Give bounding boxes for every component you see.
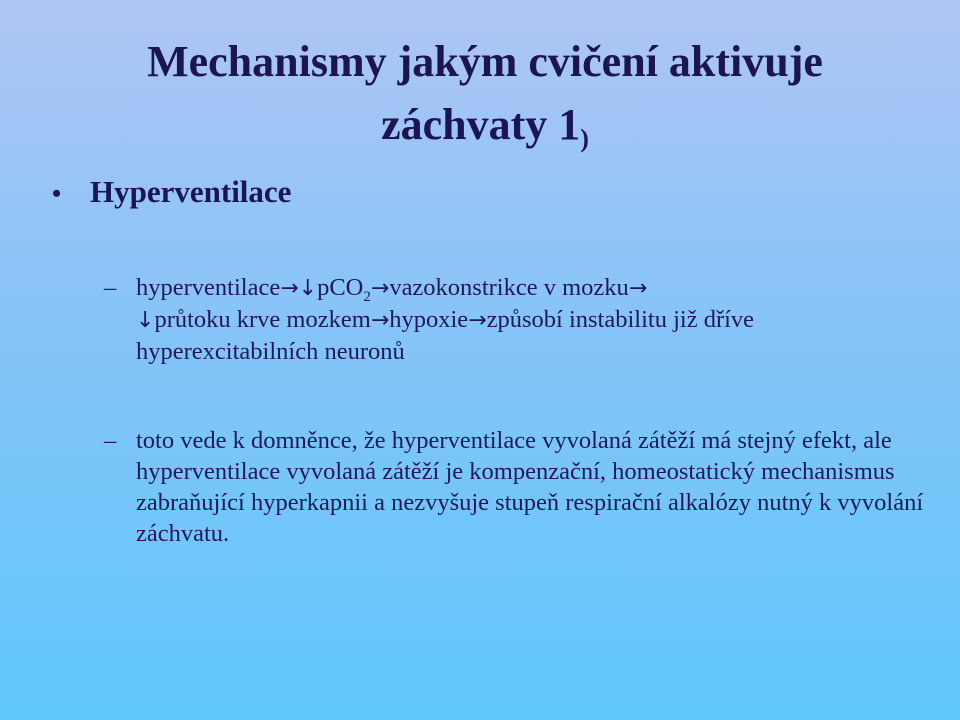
bullet-hyperventilace [52,172,291,214]
slide-title [40,30,930,156]
arrow-right-icon: → [280,276,299,301]
text-zpusobi: způsobí instabilitu již dříve hyperexcitabilních neuronů [136,306,755,365]
text-pco-subscript: 2 [363,289,371,305]
bullet-label: Hyperventilace [90,174,292,209]
sub-item-conclusion [104,425,926,549]
text-prutoku: průtoku krve mozkem [154,306,371,333]
arrow-down-icon: ↓ [298,276,318,301]
text-pco: pCO [317,274,364,301]
title-line-2: záchvaty 1 [381,100,581,149]
dash-icon: – [104,274,117,301]
title-line-1: Mechanismy jakým cvičení aktivuje [147,37,823,86]
sub-item-mechanism [104,272,926,367]
title-subscript: ) [580,124,589,153]
arrow-right-icon: → [370,276,390,301]
bullet-icon: • [52,179,62,208]
dash-icon: – [104,427,117,454]
text-hypoxie: hypoxie [389,306,469,333]
arrow-down-icon: ↓ [136,308,155,333]
arrow-right-icon: → [370,308,390,333]
text-vazokonstrikce: vazokonstrikce v mozku [389,274,629,301]
text-hyperventilace: hyperventilace [136,274,281,301]
text-conclusion: toto vede k domněnce, že hyperventilace vyvolaná zátěží má stejný efekt, ale hyperventilace vyvolaná zátěží je kompenzační, homeostatický mechanismus zabraňující hyperkapnii a nezvyšuje stupeň respirační alkalózy nutný k vyvolání záchvatu. [136,427,924,547]
arrow-right-icon: → [468,308,487,333]
arrow-right-icon: → [628,276,648,301]
